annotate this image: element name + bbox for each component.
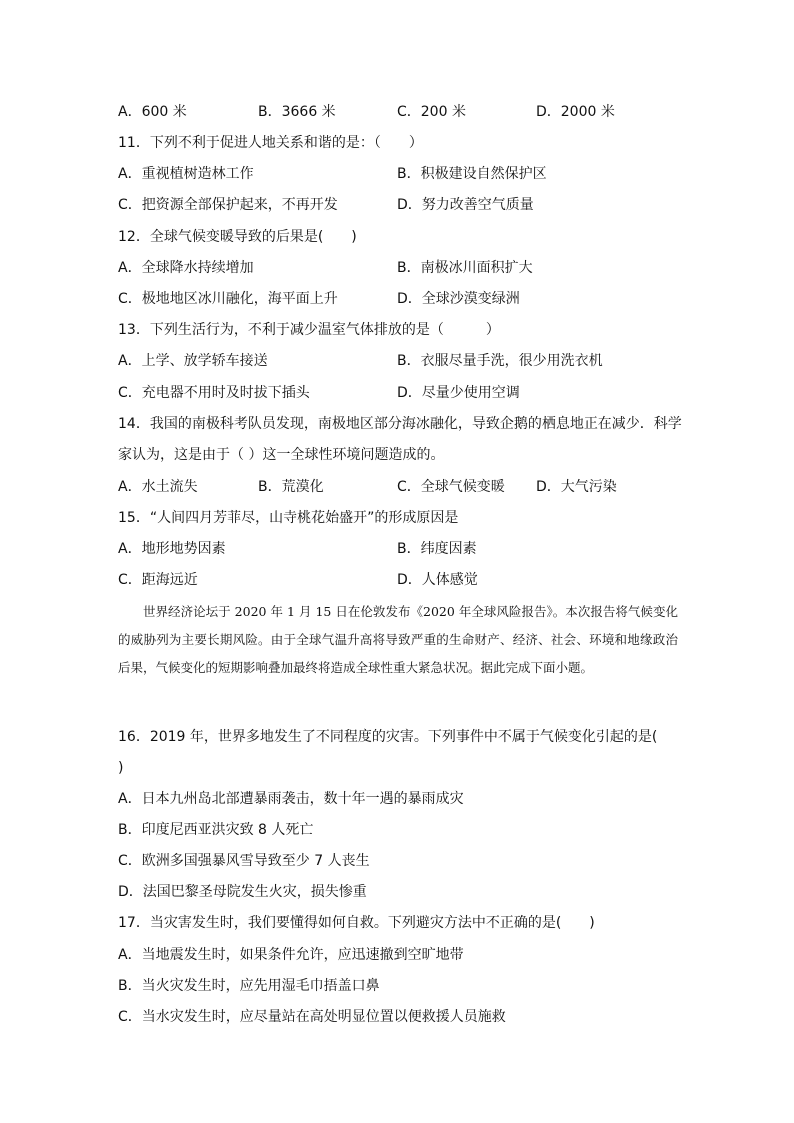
q14-stem-line2: 家认为，这是由于（ ）这一全球性环境问题造成的。 bbox=[118, 447, 445, 463]
q10-option-c: C．200 米 bbox=[397, 104, 466, 120]
q15-stem: 15．“人间四月芳菲尽，山寺桃花始盛开”的形成原因是 bbox=[118, 510, 459, 526]
q17-option-a: A．当地震发生时，如果条件允许，应迅速撤到空旷地带 bbox=[118, 947, 464, 963]
q12-option-a: A．全球降水持续增加 bbox=[118, 260, 254, 276]
q16-stem-line2: ) bbox=[118, 760, 124, 776]
q16-option-b: B．印度尼西亚洪灾致 8 人死亡 bbox=[118, 822, 314, 838]
q14-stem-line1: 14．我国的南极科考队员发现，南极地区部分海冰融化，导致企鹅的栖息地正在减少．科学 bbox=[118, 416, 682, 432]
q17-option-c: C．当水灾发生时，应尽量站在高处明显位置以便救援人员施救 bbox=[118, 1009, 506, 1025]
q10-option-a: A．600 米 bbox=[118, 104, 187, 120]
q10-option-b: B．3666 米 bbox=[258, 104, 336, 120]
q15-option-d: D．人体感觉 bbox=[397, 572, 478, 588]
q10-option-d: D．2000 米 bbox=[536, 104, 615, 120]
q14-option-a: A．水土流失 bbox=[118, 479, 198, 495]
q12-option-c: C．极地地区冰川融化，海平面上升 bbox=[118, 291, 338, 307]
q17-option-b: B．当火灾发生时，应先用湿毛巾捂盖口鼻 bbox=[118, 978, 380, 994]
q11-option-a: A．重视植树造林工作 bbox=[118, 166, 254, 182]
q15-option-b: B．纬度因素 bbox=[397, 541, 477, 557]
q12-option-b: B．南极冰川面积扩大 bbox=[397, 260, 533, 276]
q14-option-b: B．荒漠化 bbox=[258, 479, 324, 495]
passage-text: 世界经济论坛于 2020 年 1 月 15 日在伦敦发布《2020 年全球风险报告》。本次报告将气候变化的威胁列为主要长期风险。由于全球气温升高将导致严重的生命财产、经济、社会、环境和地缘政治后果，气候变化的短期影响叠加最终将造成全球性重大紧急状况。据此完成下面小题。 bbox=[118, 604, 678, 675]
q12-option-d: D．全球沙漠变绿洲 bbox=[397, 291, 520, 307]
q17-stem: 17．当灾害发生时，我们要懂得如何自救。下列避灾方法中不正确的是( ) bbox=[118, 915, 595, 931]
q11-option-c: C．把资源全部保护起来，不再开发 bbox=[118, 197, 338, 213]
q16-option-a: A．日本九州岛北部遭暴雨袭击，数十年一遇的暴雨成灾 bbox=[118, 791, 464, 807]
q13-option-a: A．上学、放学轿车接送 bbox=[118, 353, 268, 369]
q13-option-d: D．尽量少使用空调 bbox=[397, 385, 520, 401]
q13-option-c: C．充电器不用时及时拔下插头 bbox=[118, 385, 310, 401]
q12-stem: 12．全球气候变暖导致的后果是( ) bbox=[118, 229, 357, 245]
q11-option-b: B．积极建设自然保护区 bbox=[397, 166, 547, 182]
q13-option-b: B．衣服尽量手洗，很少用洗衣机 bbox=[397, 353, 603, 369]
q11-stem: 11．下列不利于促进人地关系和谐的是：（ ） bbox=[118, 135, 423, 151]
q14-option-c: C．全球气候变暖 bbox=[397, 479, 505, 495]
q16-option-c: C．欧洲多国强暴风雪导致至少 7 人丧生 bbox=[118, 853, 370, 869]
q16-option-d: D．法国巴黎圣母院发生火灾，损失惨重 bbox=[118, 884, 367, 900]
q16-stem-line1: 16．2019 年，世界多地发生了不同程度的灾害。下列事件中不属于气候变化引起的是( bbox=[118, 729, 658, 745]
q15-option-a: A．地形地势因素 bbox=[118, 541, 226, 557]
q15-option-c: C．距海远近 bbox=[118, 572, 198, 588]
reading-passage bbox=[118, 598, 678, 682]
q13-stem: 13．下列生活行为，不利于减少温室气体排放的是（ ） bbox=[118, 322, 500, 338]
q14-option-d: D．大气污染 bbox=[536, 479, 617, 495]
q11-option-d: D．努力改善空气质量 bbox=[397, 197, 534, 213]
